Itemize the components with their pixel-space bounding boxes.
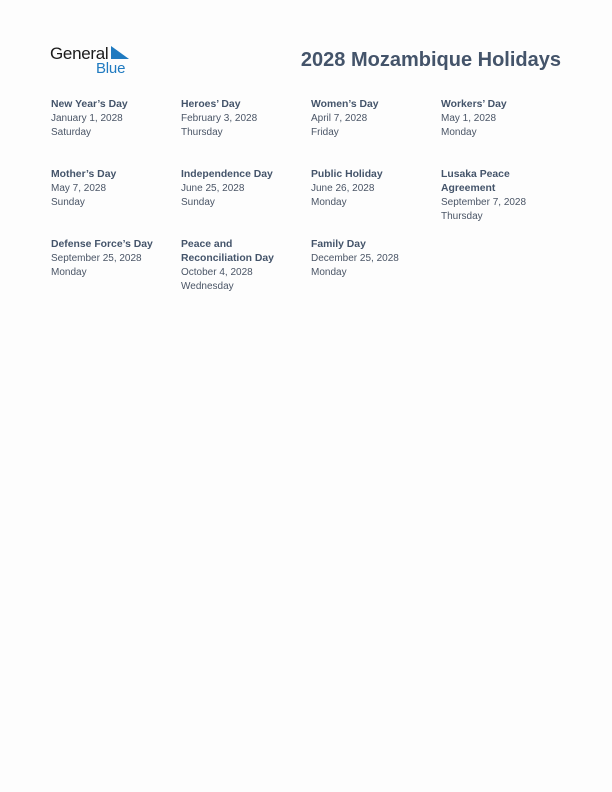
holiday-item (181, 168, 311, 238)
holiday-date: September 25, 2028 (51, 253, 142, 264)
holiday-item (311, 168, 441, 238)
holiday-item (441, 98, 571, 168)
holiday-name: Independence Day (181, 169, 273, 180)
holiday-date: October 4, 2028 (181, 267, 253, 278)
holiday-date: January 1, 2028 (51, 113, 123, 124)
logo-text-blue: Blue (96, 60, 126, 77)
holiday-weekday: Monday (51, 267, 87, 278)
holiday-name: Mother’s Day (51, 169, 117, 180)
holiday-item (181, 238, 311, 308)
holiday-weekday: Monday (311, 267, 347, 278)
holiday-weekday: Sunday (181, 197, 215, 208)
holiday-weekday: Sunday (51, 197, 85, 208)
holiday-item (181, 98, 311, 168)
holiday-name: Heroes’ Day (181, 99, 241, 110)
holiday-date: May 7, 2028 (51, 183, 107, 194)
holiday-name: Lusaka Peace Agreement (441, 169, 510, 194)
holiday-name: Workers’ Day (441, 99, 507, 110)
holiday-weekday: Friday (311, 127, 339, 138)
holiday-name: Defense Force’s Day (51, 239, 153, 250)
page-title: 2028 Mozambique Holidays (300, 49, 561, 71)
holiday-name: Public Holiday (311, 169, 383, 180)
holiday-weekday: Thursday (441, 211, 483, 222)
holiday-name: Peace and Reconciliation Day (181, 239, 274, 264)
logo-triangle-icon (110, 46, 130, 60)
holiday-name: Family Day (311, 239, 366, 250)
holiday-item (51, 238, 181, 308)
holiday-weekday: Saturday (51, 127, 92, 138)
holiday-item (441, 168, 571, 238)
holiday-item (51, 98, 181, 168)
holiday-weekday: Thursday (181, 127, 223, 138)
holiday-date: June 25, 2028 (181, 183, 245, 194)
holiday-weekday: Monday (311, 197, 347, 208)
holiday-weekday: Monday (441, 127, 477, 138)
holiday-date: May 1, 2028 (441, 113, 497, 124)
holiday-date: April 7, 2028 (311, 113, 368, 124)
holiday-weekday: Wednesday (181, 281, 234, 292)
logo-text-general: General (50, 44, 109, 63)
holiday-grid (51, 98, 571, 308)
holiday-item (311, 238, 441, 308)
generalblue-logo (50, 44, 140, 78)
holiday-item (51, 168, 181, 238)
holiday-item (311, 98, 441, 168)
holiday-date: February 3, 2028 (181, 113, 258, 124)
holiday-date: June 26, 2028 (311, 183, 375, 194)
holiday-name: New Year’s Day (51, 99, 128, 110)
holiday-name: Women’s Day (311, 99, 379, 110)
holiday-date: September 7, 2028 (441, 197, 527, 208)
holiday-date: December 25, 2028 (311, 253, 399, 264)
